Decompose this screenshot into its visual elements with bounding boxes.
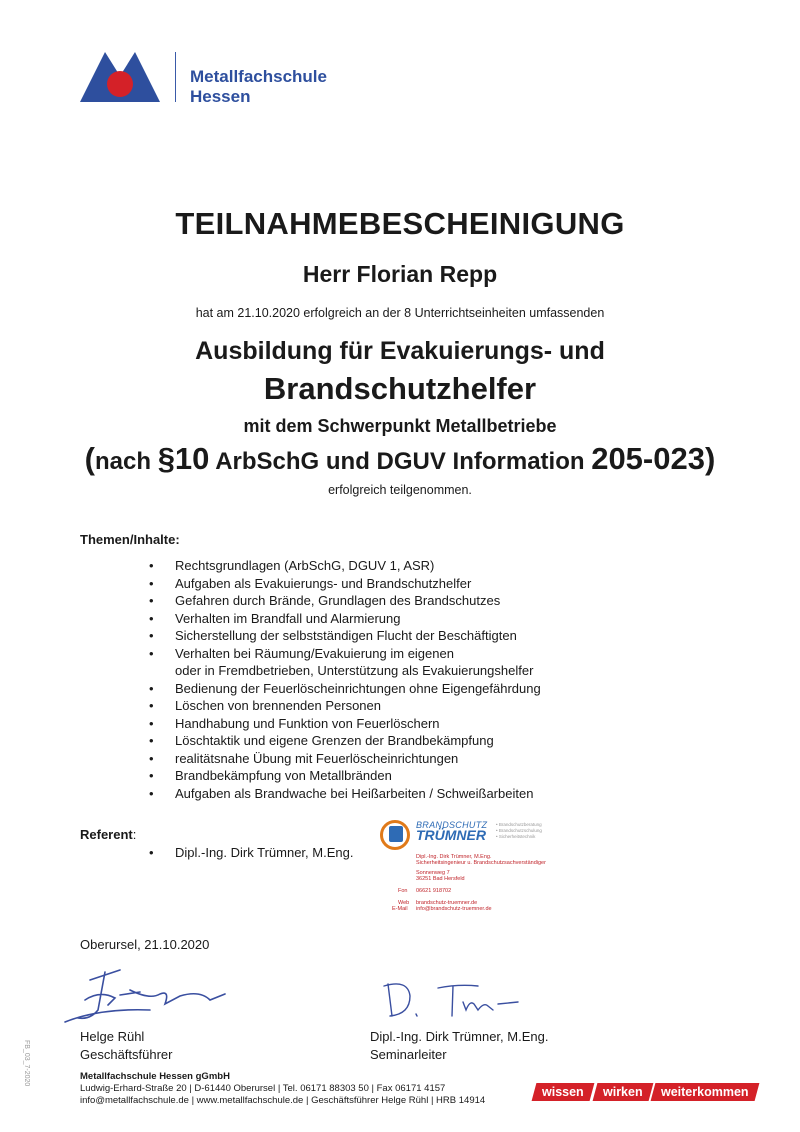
stamp-web-label: Web xyxy=(398,900,410,906)
participant-name: Herr Florian Repp xyxy=(302,261,498,287)
course-legal-basis xyxy=(0,441,800,477)
topic-item: • Gefahren durch Brände, Grundlagen des Brandschutzes xyxy=(149,592,541,610)
stamp-logo-inner xyxy=(389,826,403,842)
referent-name: • Dipl.-Ing. Dirk Trümner, M.Eng. xyxy=(149,845,353,860)
signer1-role: Geschäftsführer xyxy=(80,1047,173,1062)
stamp-service: • Sicherheitstechnik xyxy=(496,834,536,839)
topic-item: • Rechtsgrundlagen (ArbSchG, DGUV 1, ASR) xyxy=(149,557,541,575)
form-code: FB_03_7-2020 xyxy=(23,1040,30,1087)
topic-item: • Sicherstellung der selbstständigen Flucht der Beschäftigten xyxy=(149,627,541,645)
law-number: 205-023 xyxy=(591,441,705,476)
place-date: Oberursel, 21.10.2020 xyxy=(80,937,210,952)
footer-contact: info@metallfachschule.de | www.metallfachschule.de | Geschäftsführer Helge Rühl | HRB 14914 xyxy=(80,1095,486,1106)
course-title-line1: Ausbildung für Evakuierungs- und xyxy=(195,337,605,365)
law-middle: ArbSchG und DGUV Information xyxy=(209,448,592,475)
topic-item: • Löschtaktik und eigene Grenzen der Brandbekämpfung xyxy=(149,732,541,750)
stamp-services xyxy=(496,822,542,840)
stamp-title: Sicherheitsingenieur u. Brandschutzsachverständiger xyxy=(416,860,546,866)
topic-item: • realitätsnahe Übung mit Feuerlöscheinrichtungen xyxy=(149,750,541,768)
signer1-name: Helge Rühl xyxy=(80,1029,145,1044)
footer-company: Metallfachschule Hessen gGmbH xyxy=(80,1071,230,1082)
referent-label-text: Referent xyxy=(80,827,133,842)
stamp-web: brandschutz-truemner.de xyxy=(416,900,478,906)
stamp-service: • Brandschutzberatung xyxy=(496,822,542,827)
signer2-role: Seminarleiter xyxy=(370,1047,447,1062)
topic-item: • Bedienung der Feuerlöscheinrichtungen ohne Eigengefährdung xyxy=(149,680,541,698)
stamp-fon: 06621 918702 xyxy=(416,888,452,894)
logo-text xyxy=(190,67,327,107)
stamp-mail-label: E-Mail xyxy=(392,906,408,912)
stamp-service: • Brandschutzschulung xyxy=(496,828,542,833)
intro-text: hat am 21.10.2020 erfolgreich an der 8 Unterrichtseinheiten umfassenden xyxy=(195,306,605,320)
topic-item: • Handhabung und Funktion von Feuerlöschern xyxy=(149,715,541,733)
slogan-part xyxy=(592,1083,652,1101)
stamp-name: Dipl.-Ing. Dirk Trümner, M.Eng. xyxy=(416,854,492,860)
footer xyxy=(80,1071,485,1107)
footer-address: Ludwig-Erhard-Straße 20 | D-61440 Oberursel | Tel. 06171 88303 50 | Fax 06171 4157 xyxy=(80,1083,446,1094)
company-stamp xyxy=(376,818,576,918)
stamp-brand-line2: TRÜMNER xyxy=(416,827,486,843)
stamp-city: 36251 Bad Hersfeld xyxy=(416,876,465,882)
signature-helge-ruehl xyxy=(60,960,240,1030)
slogan-part xyxy=(651,1083,759,1101)
topic-item: • Verhalten im Brandfall und Alarmierung xyxy=(149,610,541,628)
slogan-word: weiterkommen xyxy=(661,1085,749,1099)
topic-item: • Löschen von brennenden Personen xyxy=(149,697,541,715)
logo-line1: Metallfachschule xyxy=(190,67,327,86)
stamp-mail: info@brandschutz-truemner.de xyxy=(416,906,492,912)
topic-item: • Aufgaben als Evakuierungs- und Brandschutzhelfer xyxy=(149,575,541,593)
referent-colon: : xyxy=(132,827,137,842)
stamp-fon-label: Fon xyxy=(398,888,408,894)
law-close-paren: ) xyxy=(704,441,716,476)
topic-item: • Aufgaben als Brandwache bei Heißarbeiten / Schweißarbeiten xyxy=(149,785,541,803)
slogan-part xyxy=(532,1083,595,1101)
topics-list xyxy=(149,557,541,802)
course-focus: mit dem Schwerpunkt Metallbetriebe xyxy=(243,416,557,436)
slogan-word: wirken xyxy=(602,1085,643,1099)
slogan-word: wissen xyxy=(542,1085,584,1099)
signature-dirk-truemner xyxy=(378,974,528,1024)
slogan xyxy=(534,1083,757,1101)
topic-item: • Brandbekämpfung von Metallbränden xyxy=(149,767,541,785)
metallfachschule-logo xyxy=(80,48,160,102)
stamp-brand-line1: BRANDSCHUTZ xyxy=(416,820,488,830)
law-prefix: nach xyxy=(95,448,158,475)
completion-text: erfolgreich teilgenommen. xyxy=(328,483,472,497)
referent-label xyxy=(80,827,136,842)
topics-heading: Themen/Inhalte: xyxy=(80,532,180,547)
signer2-name: Dipl.-Ing. Dirk Trümner, M.Eng. xyxy=(370,1029,549,1044)
logo-divider xyxy=(175,52,176,102)
law-open-paren: ( xyxy=(84,441,95,476)
stamp-street: Sonnenweg 7 xyxy=(416,870,450,876)
course-title-line2: Brandschutzhelfer xyxy=(263,371,537,406)
law-section: §10 xyxy=(157,441,210,476)
topic-item: • Verhalten bei Räumung/Evakuierung im eigenen xyxy=(149,645,541,663)
topic-item-continuation: oder in Fremdbetrieben, Unterstützung als Evakuierungshelfer xyxy=(175,663,534,678)
certificate-title: TEILNAHMEBESCHEINIGUNG xyxy=(175,206,625,241)
logo-line2: Hessen xyxy=(190,87,251,106)
